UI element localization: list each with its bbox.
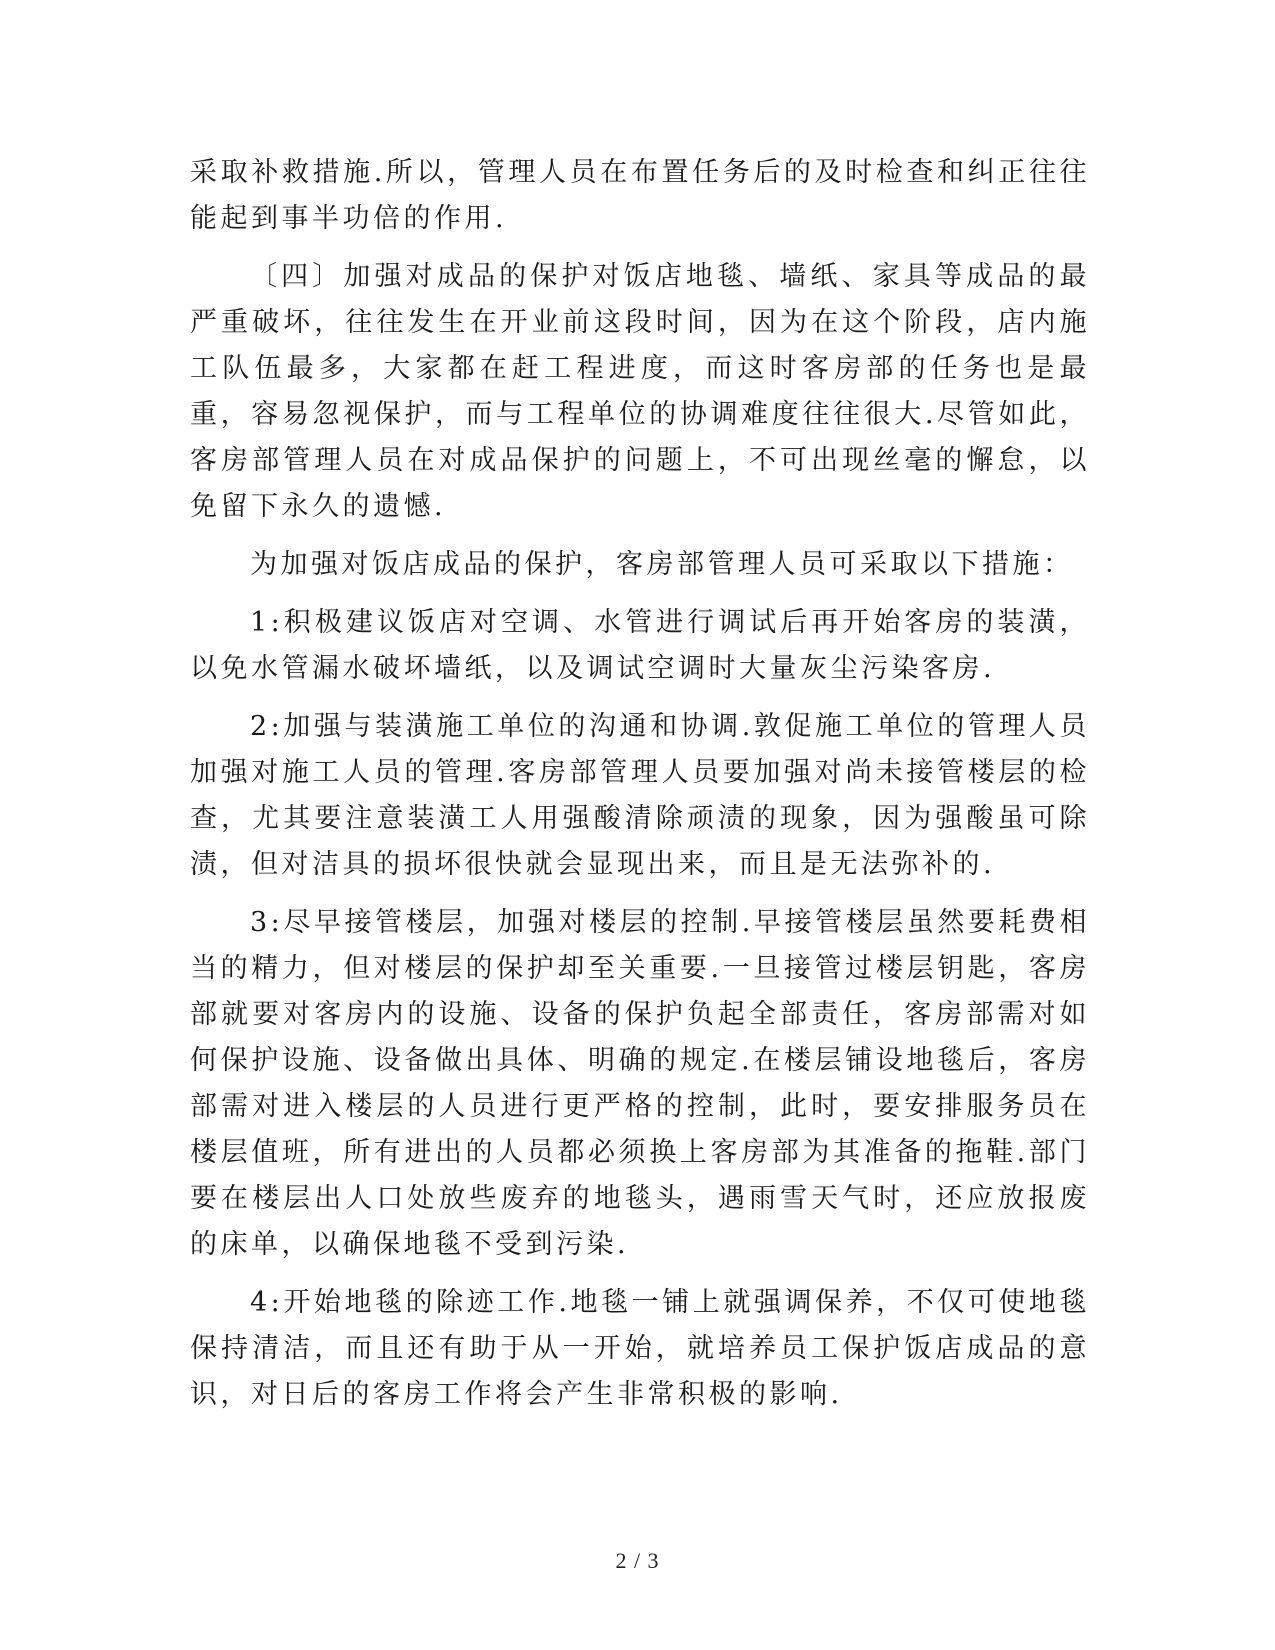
page-number: 2 / 3 <box>615 1548 660 1573</box>
paragraph-measure-4: 4:开始地毯的除迹工作.地毯一铺上就强调保养，不仅可使地毯保持清洁，而且还有助于从一开始，就培养员工保护饭店成品的意识，对日后的客房工作将会产生非常积极的影响. <box>190 1287 1090 1410</box>
paragraph-measure-3: 3:尽早接管楼层，加强对楼层的控制.早接管楼层虽然要耗费相当的精力，但对楼层的保护却至关重要.一旦接管过楼层钥匙，客房部就要对客房内的设施、设备的保护负起全部责任，客房部需对如何保护设施、设备做出具体、明确的规定.在楼层铺设地毯后，客房部需对进入楼层的人员进行更严格的控制，此时，要安排服务员在楼层值班，所有进出的人员都必须换上客房部为其准备的拖鞋.部门要在楼层出人口处放些废弃的地毯头，遇雨雪天气时，还应放报废的床单，以确保地毯不受到污染. <box>190 907 1090 1260</box>
paragraph-measure-2: 2:加强与装潢施工单位的沟通和协调.敦促施工单位的管理人员加强对施工人员的管理.客房部管理人员要加强对尚未接管楼层的检查，尤其要注意装潢工人用强酸清除顽渍的现象，因为强酸虽可除渍，但对洁具的损坏很快就会显现出来，而且是无法弥补的. <box>190 711 1090 880</box>
paragraph-measures-intro: 为加强对饭店成品的保护，客房部管理人员可采取以下措施： <box>250 549 1074 580</box>
body-text <box>190 150 1090 1430</box>
paragraph-continuation: 采取补救措施.所以，管理人员在布置任务后的及时检查和纠正往往能起到事半功倍的作用. <box>190 157 1090 234</box>
paragraph-measure-1: 1:积极建议饭店对空调、水管进行调试后再开始客房的装潢，以免水管漏水破坏墙纸，以及调试空调时大量灰尘污染客房. <box>190 607 1090 684</box>
paragraph-section-four: 〔四〕加强对成品的保护对饭店地毯、墙纸、家具等成品的最严重破坏，往往发生在开业前这段时间，因为在这个阶段，店内施工队伍最多，大家都在赶工程进度，而这时客房部的任务也是最重，容易忽视保护，而与工程单位的协调难度往往很大.尽管如此，客房部管理人员在对成品保护的问题上，不可出现丝毫的懈怠，以免留下永久的遗憾. <box>190 261 1090 522</box>
